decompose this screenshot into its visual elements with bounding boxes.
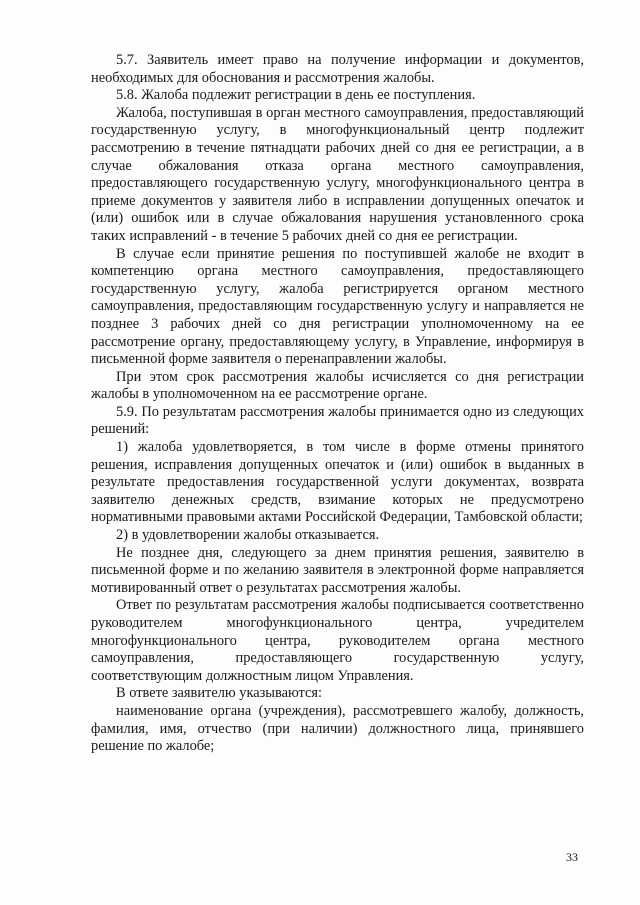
paragraph-decision-1: 1) жалоба удовлетворяется, в том числе в форме отмены принятого решения, исправления допущенных опечаток и (или) ошибок в выданных в результате предоставления государственной услуги документах, возврата заявителю денежных средств, взимание которых не предусмотрено нормативными правовыми актами Российской Федерации, Тамбовской области; bbox=[91, 439, 584, 526]
document-body bbox=[91, 52, 584, 756]
paragraph-5-7: 5.7. Заявитель имеет право на получение информации и документов, необходимых для обоснования и рассмотрения жалобы. bbox=[91, 52, 584, 86]
paragraph-5-9: 5.9. По результатам рассмотрения жалобы принимается одно из следующих решений: bbox=[91, 403, 584, 438]
paragraph-answer-deadline: Не позднее дня, следующего за днем принятия решения, заявителю в письменной форме и по желанию заявителя в электронной форме направляется мотивированный ответ о результатах рассмотрения жалобы. bbox=[91, 544, 584, 596]
paragraph-complaint-review-term: Жалоба, поступившая в орган местного самоуправления, предоставляющий государственную услугу, в многофункциональный центр подлежит рассмотрению в течение пятнадцати рабочих дней со дня ее регистрации, а в случае обжалования отказа органа местного самоуправления, предоставляющего государственную услугу, многофункционального центра в приеме документов у заявителя либо в исправлении допущенных опечаток и (или) ошибок или в случае обжалования нарушения установленного срока таких исправлений - в течение 5 рабочих дней со дня ее регистрации. bbox=[91, 104, 584, 244]
paragraph-5-8: 5.8. Жалоба подлежит регистрации в день ее поступления. bbox=[116, 87, 476, 104]
paragraph-answer-contents: В ответе заявителю указываются: bbox=[116, 685, 322, 702]
page-number: 33 bbox=[566, 850, 578, 864]
paragraph-authority-name: наименование органа (учреждения), рассмотревшего жалобу, должность, фамилия, имя, отчество (при наличии) должностного лица, принявшего решение по жалобе; bbox=[91, 702, 584, 755]
paragraph-answer-signature: Ответ по результатам рассмотрения жалобы подписывается соответственно руководителем многофункционального центра, учредителем многофункционального центра, руководителем органа местного самоуправления, предоставляющего государственную услугу, соответствующим должностным лицом Управления. bbox=[91, 597, 584, 684]
paragraph-term-calculation: При этом срок рассмотрения жалобы исчисляется со дня регистрации жалобы в уполномоченном на ее рассмотрение органе. bbox=[91, 368, 584, 403]
paragraph-decision-2: 2) в удовлетворении жалобы отказывается. bbox=[116, 527, 380, 544]
paragraph-complaint-redirect: В случае если принятие решения по поступившей жалобе не входит в компетенцию органа местного самоуправления, предоставляющего государственную услугу, жалоба регистрируется органом местного самоуправления, предоставляющим государственную услугу и направляется не позднее 3 рабочих дней со дня регистрации уполномоченному на ее рассмотрение органу, предоставляющему услугу, в Управление, информируя в письменной форме заявителя о перенаправлении жалобы. bbox=[91, 245, 584, 368]
